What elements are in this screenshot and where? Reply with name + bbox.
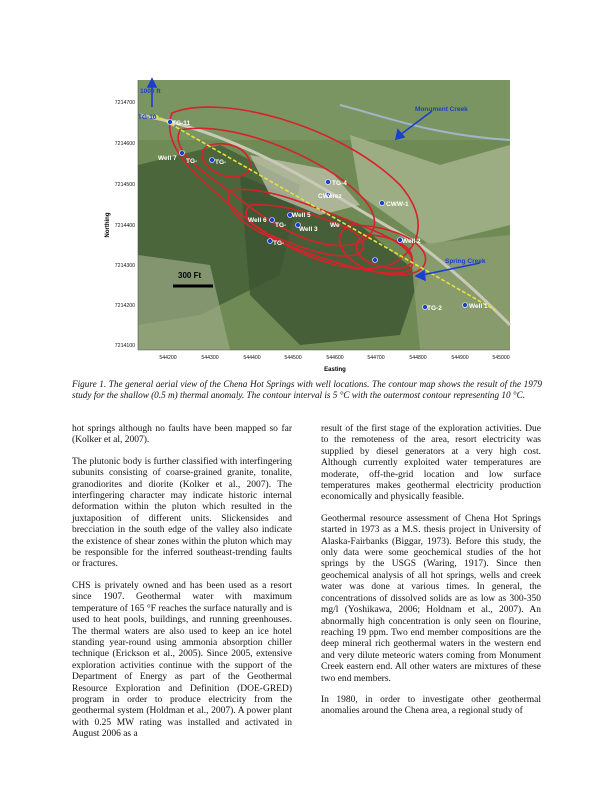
y-tick-label: 7214200: [114, 303, 135, 309]
paragraph: The plutonic body is further classified with interfingering subunits consisting of coarse-grained granite, tonalite, granodiorites and diorite (Kolker et al., 2007). The interfingering character may indicate historic internal deformation within the pluton which resulted in the juxtaposition of different units. Slickensides and brecciation in the south edge of the valley also indicate the existence of shear zones within the pluton which may be responsible for the inferred southeast-trending faults or fractures.: [72, 456, 292, 570]
x-tick-label: 544900: [451, 355, 469, 361]
x-tick-label: 544300: [201, 355, 219, 361]
map-label-well6: Well 6: [248, 217, 267, 224]
y-axis-label: Northing: [105, 212, 111, 238]
paragraph: result of the first stage of the exploration activities. Due to the remoteness of the area, resort electricity was supplied by diesel generators at a very high cost. Although currently exploited water temperatures are moderate, off-the-grid location and low surface temperatures makes geothermal electricity production economically and physically feasible.: [321, 424, 541, 503]
paragraph: Geothermal resource assessment of Chena Hot Springs started in 1973 as a M.S. thesis project in University of Alaska-Fairbanks (Biggar, 1973). Before this study, the only data were some geochemical studies of the hot springs by the USGS (Waring, 1917). Since then geochemical analysis of all hot springs, wells and creek water was done at various times. In general, the concentrations of dissolved solids are as low as 300-350 mg/l (Yoshikawa, 2006; Holdnam et al., 2007). An abnormally high concentration is only seen on flourine, reaching 19 ppm. Two end member compositions are the deep mineral rich geothermal waters in the western end and very dilute meteoric waters coming from Monument Creek eastern end. All other waters are mixtures of these two end members.: [321, 513, 541, 684]
paragraph: In 1980, in order to investigate other geothermal anomalies around the Chena area, a regional study of: [321, 694, 541, 717]
map-label-well1: Well 1: [469, 303, 488, 310]
y-tick-label: 7214300: [114, 263, 135, 269]
x-tick-label: 545000: [492, 355, 510, 361]
y-tick-label: 7214100: [114, 343, 135, 349]
x-axis-label: Easting: [324, 367, 346, 373]
map-label-spring-creek: Spring Creek: [445, 258, 486, 265]
map-label-monument-creek: Monument Creek: [415, 106, 468, 113]
aerial-photo: [138, 80, 510, 350]
map-label-tg8: TG-: [215, 159, 227, 166]
x-tick-label: 544800: [409, 355, 427, 361]
map-label-well5: Well 5: [292, 212, 311, 219]
map-label-well3: Well 3: [299, 226, 318, 233]
x-tick-label: 544400: [243, 355, 261, 361]
map-label-tg9: TG-: [186, 158, 198, 165]
left-column: [72, 424, 292, 751]
map-label-well7: Well 7: [158, 155, 177, 162]
scale-bar-label: 300 Ft: [178, 271, 202, 280]
map-label-tg4: TG-4: [332, 180, 347, 187]
x-tick-label: 544600: [326, 355, 344, 361]
y-tick-label: 7214400: [114, 223, 135, 229]
map-label-tg11: TG-11: [172, 120, 191, 127]
x-tick-label: 544700: [367, 355, 385, 361]
map-label-cw2: CWerez: [318, 193, 342, 200]
map-label-well2: Well 2: [402, 238, 421, 245]
paragraph: CHS is privately owned and has been used as a resort since 1907. Geothermal water with maximum temperature of 165 °F reaches the surface naturally and is used to heat pools, buildings, and running greenhouses. The thermal waters are also used to keep an ice hotel standing year-round using ammonia absorption chiller technique (Erickson et al., 2005). Since 2005, extensive exploration activities continue with the support of the Department of Energy as part of the Geothermal Resource Exploration and Definition (DOE-GRED) program in order to produce electricity from the geothermal system (Holdman et al., 2007). A power plant with 0.25 MW rating was installed and activated in August 2006 as a: [72, 580, 292, 740]
y-tick-label: 7214600: [114, 141, 135, 147]
right-column: [321, 424, 541, 728]
y-tick-label: 7214500: [114, 182, 135, 188]
map-label-tg10: TG-10: [138, 114, 157, 121]
map-label-tg5: TG-: [273, 240, 285, 247]
paragraph: hot springs although no faults have been mapped so far (Kolker et al, 2007).: [72, 424, 292, 446]
map-label-tg2: TG-2: [427, 305, 442, 312]
x-tick-label: 544500: [284, 355, 302, 361]
map-label-cww1: CWW-1: [386, 201, 409, 208]
x-tick-label: 544200: [159, 355, 177, 361]
map-label-1000ft: 1000 ft: [140, 88, 161, 95]
y-tick-label: 7214700: [114, 100, 135, 106]
figure-1: [100, 75, 512, 380]
map-label-tg-mid: TG-: [275, 222, 287, 229]
map-label-we: We: [330, 222, 340, 229]
aerial-map-figure: [100, 75, 512, 380]
figure-caption: Figure 1. The general aerial view of the Chena Hot Springs with well locations. The contour map shows the result of the 1979 study for the shallow (0.5 m) thermal anomaly. The contour interval is 5 °C with the outermost contour representing 10 °C.: [72, 379, 542, 400]
